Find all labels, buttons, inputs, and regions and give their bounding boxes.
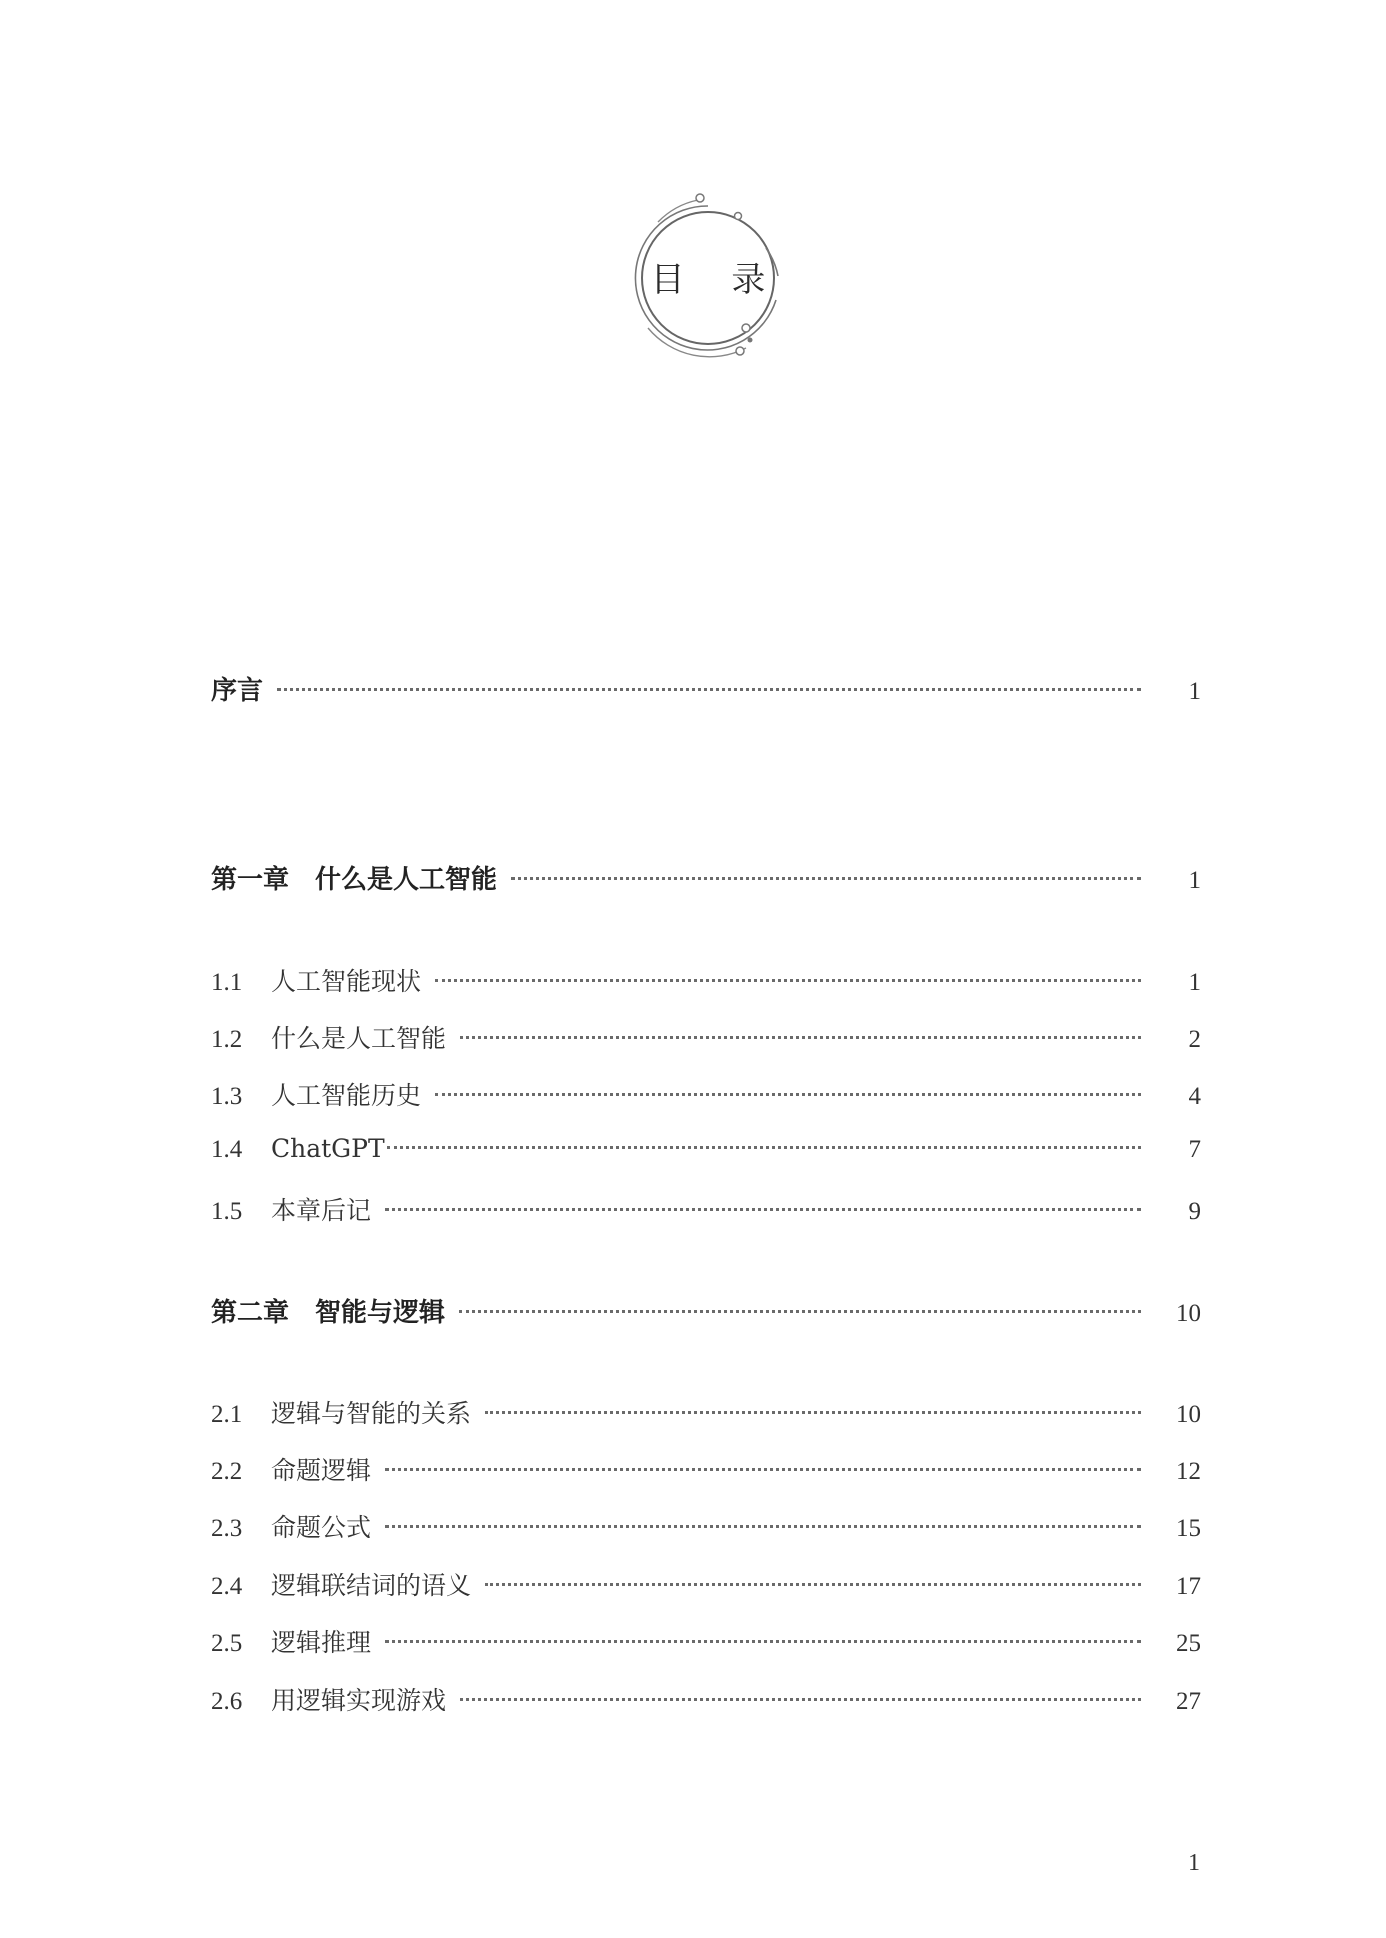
dot-leader (485, 1582, 1141, 1586)
page-ref: 27 (1176, 1688, 1201, 1715)
section-number: 1.4 (211, 1136, 243, 1163)
page-ref: 9 (1188, 1198, 1201, 1225)
section-number: 2.1 (211, 1401, 243, 1428)
dot-leader (511, 876, 1141, 880)
toc-entry-section[interactable] (211, 1076, 1201, 1116)
dot-leader (385, 1524, 1141, 1528)
toc-entry-section[interactable] (211, 962, 1201, 1002)
dot-leader (385, 1207, 1141, 1211)
toc-entry-section[interactable] (211, 1019, 1201, 1059)
toc-entry-section[interactable] (211, 1191, 1201, 1231)
section-title: 什么是人工智能 (271, 1024, 447, 1053)
preface-label: 序言 (211, 676, 264, 706)
section-title: 人工智能现状 (271, 967, 422, 996)
dot-leader (387, 1145, 1141, 1149)
toc-entry-chapter-2[interactable] (211, 1292, 1201, 1332)
chapter-heading (211, 1292, 445, 1329)
section-number: 1.1 (211, 969, 243, 996)
page-ref: 4 (1188, 1083, 1201, 1110)
section-title: 本章后记 (271, 1196, 372, 1225)
page-title: 目 录 (650, 260, 784, 300)
section-title: 命题公式 (271, 1513, 372, 1542)
chapter-number: 第一章 (211, 865, 290, 895)
section-number: 2.2 (211, 1458, 243, 1485)
title-emblem (618, 188, 798, 368)
page-ref: 10 (1176, 1300, 1201, 1327)
dot-leader (435, 978, 1141, 982)
section-number: 1.5 (211, 1198, 243, 1225)
section-title: 人工智能历史 (271, 1081, 422, 1110)
page-ref: 2 (1188, 1026, 1201, 1053)
chapter-title: 什么是人工智能 (315, 865, 498, 895)
page-number: 1 (1188, 1850, 1200, 1876)
page-ref: 7 (1188, 1136, 1201, 1163)
dot-leader (460, 1697, 1141, 1701)
dot-leader (485, 1410, 1141, 1414)
page-ref: 17 (1176, 1573, 1201, 1600)
page-ref: 10 (1176, 1401, 1201, 1428)
page-ref: 1 (1188, 969, 1201, 996)
toc-entry-preface[interactable] (211, 670, 1201, 710)
toc-entry-section[interactable] (211, 1134, 1201, 1174)
section-title: 逻辑推理 (271, 1628, 372, 1657)
section-title: 逻辑联结词的语义 (271, 1571, 472, 1600)
section-title: ChatGPT (271, 1134, 385, 1163)
dot-leader (385, 1467, 1141, 1471)
section-title: 用逻辑实现游戏 (271, 1686, 447, 1715)
toc-entry-section[interactable] (211, 1394, 1201, 1434)
section-number: 2.3 (211, 1515, 243, 1542)
page-ref: 1 (1188, 678, 1201, 705)
section-title: 命题逻辑 (271, 1456, 372, 1485)
chapter-title: 智能与逻辑 (315, 1298, 446, 1328)
chapter-number: 第二章 (211, 1298, 290, 1328)
toc-entry-section[interactable] (211, 1508, 1201, 1548)
toc-entry-section[interactable] (211, 1566, 1201, 1606)
section-number: 1.3 (211, 1083, 243, 1110)
section-number: 1.2 (211, 1026, 243, 1053)
dot-leader (385, 1639, 1141, 1643)
page-ref: 15 (1176, 1515, 1201, 1542)
toc-entry-section[interactable] (211, 1451, 1201, 1491)
section-number: 2.5 (211, 1630, 243, 1657)
page-ref: 1 (1188, 867, 1201, 894)
toc-entry-section[interactable] (211, 1681, 1201, 1721)
page-ref: 12 (1176, 1458, 1201, 1485)
dot-leader (460, 1035, 1141, 1039)
chapter-heading (211, 859, 497, 896)
toc-entry-section[interactable] (211, 1623, 1201, 1663)
section-number: 2.4 (211, 1573, 243, 1600)
toc-entry-chapter-1[interactable] (211, 859, 1201, 899)
dot-leader (435, 1092, 1141, 1096)
section-number: 2.6 (211, 1688, 243, 1715)
section-title: 逻辑与智能的关系 (271, 1399, 472, 1428)
dot-leader (277, 687, 1141, 691)
dot-leader (459, 1309, 1141, 1313)
page-ref: 25 (1176, 1630, 1201, 1657)
